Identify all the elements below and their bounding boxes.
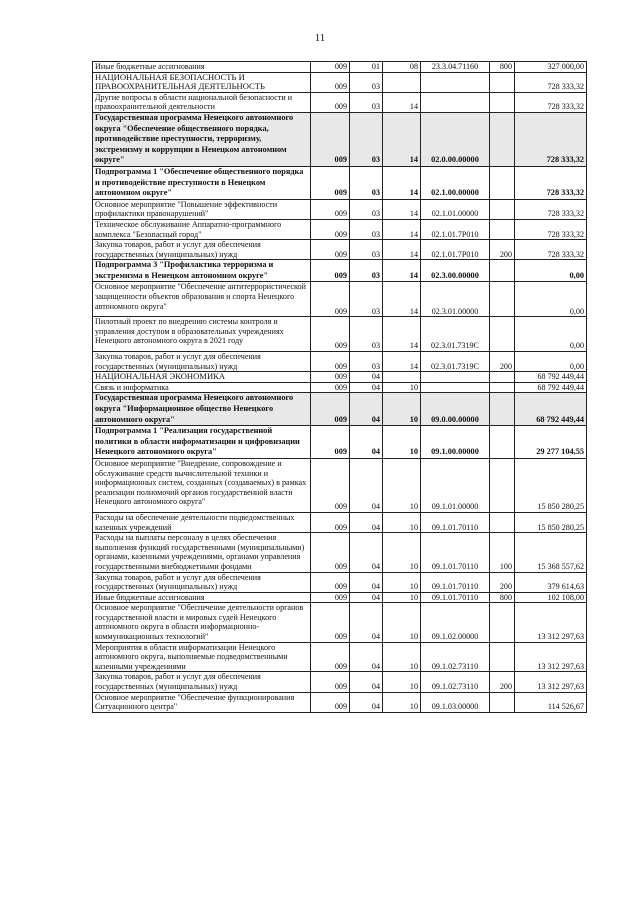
row-gr-code-cell: 009 bbox=[311, 603, 350, 642]
row-section-cell: 03 bbox=[350, 72, 383, 92]
row-target-article-cell: 09.0.00.00000 bbox=[421, 393, 490, 426]
table-row bbox=[93, 219, 587, 239]
row-expense-type-cell bbox=[490, 372, 515, 383]
row-expense-type-cell bbox=[490, 692, 515, 712]
row-name-cell: Расходы на выплаты персоналу в целях обеспечения выполнения функций государственными (муниципальными) органами, казенными учреждениями, органами управления государственными внебюджетными фондами bbox=[93, 533, 311, 572]
row-expense-type-cell bbox=[490, 512, 515, 532]
row-name-cell: Подпрограмма 1 "Обеспечение общественного порядка и противодействие преступности в Ненецком автономном округе" bbox=[93, 166, 311, 199]
row-subsection-cell: 10 bbox=[383, 672, 421, 692]
row-amount-cell: 0,00 bbox=[515, 260, 587, 282]
table-row bbox=[93, 62, 587, 73]
row-amount-cell: 68 792 449,44 bbox=[515, 382, 587, 393]
row-subsection-cell: 10 bbox=[383, 642, 421, 672]
row-gr-code-cell: 009 bbox=[311, 352, 350, 372]
row-expense-type-cell: 200 bbox=[490, 240, 515, 260]
table-row bbox=[93, 426, 587, 459]
row-gr-code-cell: 009 bbox=[311, 240, 350, 260]
row-name-cell: Закупка товаров, работ и услуг для обеспечения государственных (муниципальных) нужд bbox=[93, 572, 311, 592]
table-row bbox=[93, 393, 587, 426]
row-amount-cell: 0,00 bbox=[515, 352, 587, 372]
row-section-cell: 04 bbox=[350, 382, 383, 393]
table-row bbox=[93, 533, 587, 572]
row-expense-type-cell bbox=[490, 382, 515, 393]
table-row bbox=[93, 260, 587, 282]
row-gr-code-cell: 009 bbox=[311, 282, 350, 317]
row-name-cell: Иные бюджетные ассигнования bbox=[93, 62, 311, 73]
row-subsection-cell: 10 bbox=[383, 533, 421, 572]
row-subsection-cell: 14 bbox=[383, 92, 421, 112]
row-section-cell: 04 bbox=[350, 672, 383, 692]
row-subsection-cell: 10 bbox=[383, 458, 421, 512]
table-row bbox=[93, 112, 587, 166]
table-row bbox=[93, 240, 587, 260]
row-section-cell: 03 bbox=[350, 260, 383, 282]
row-expense-type-cell bbox=[490, 642, 515, 672]
row-subsection-cell: 10 bbox=[383, 572, 421, 592]
row-section-cell: 03 bbox=[350, 282, 383, 317]
row-name-cell: Мероприятия в области информатизации Ненецкого автономного округа, выполняемые подведомственными казенными учреждениями bbox=[93, 642, 311, 672]
row-amount-cell: 13 312 297,63 bbox=[515, 672, 587, 692]
row-subsection-cell: 10 bbox=[383, 592, 421, 603]
row-expense-type-cell bbox=[490, 317, 515, 352]
row-target-article-cell: 09.1.01.70110 bbox=[421, 572, 490, 592]
row-subsection-cell: 14 bbox=[383, 352, 421, 372]
row-target-article-cell: 09.1.03.00000 bbox=[421, 692, 490, 712]
table-row bbox=[93, 572, 587, 592]
row-target-article-cell: 09.1.00.00000 bbox=[421, 426, 490, 459]
row-expense-type-cell bbox=[490, 458, 515, 512]
row-section-cell: 04 bbox=[350, 603, 383, 642]
row-target-article-cell: 09.1.01.00000 bbox=[421, 458, 490, 512]
row-amount-cell: 728 333,32 bbox=[515, 92, 587, 112]
row-expense-type-cell bbox=[490, 426, 515, 459]
row-target-article-cell bbox=[421, 72, 490, 92]
row-expense-type-cell: 800 bbox=[490, 62, 515, 73]
row-gr-code-cell: 009 bbox=[311, 426, 350, 459]
row-amount-cell: 15 850 280,25 bbox=[515, 512, 587, 532]
row-section-cell: 01 bbox=[350, 62, 383, 73]
row-expense-type-cell bbox=[490, 166, 515, 199]
row-amount-cell: 102 108,00 bbox=[515, 592, 587, 603]
row-amount-cell: 728 333,32 bbox=[515, 219, 587, 239]
row-target-article-cell: 02.3.01.7319С bbox=[421, 317, 490, 352]
row-target-article-cell: 09.1.01.70110 bbox=[421, 533, 490, 572]
row-target-article-cell bbox=[421, 372, 490, 383]
row-name-cell: Основное мероприятие "Обеспечение антитеррористической защищенности объектов образования и спорта Ненецкого автономного округа" bbox=[93, 282, 311, 317]
row-expense-type-cell bbox=[490, 112, 515, 166]
table-row bbox=[93, 92, 587, 112]
row-expense-type-cell bbox=[490, 72, 515, 92]
row-section-cell: 03 bbox=[350, 352, 383, 372]
row-amount-cell: 114 526,67 bbox=[515, 692, 587, 712]
row-gr-code-cell: 009 bbox=[311, 166, 350, 199]
row-expense-type-cell: 200 bbox=[490, 572, 515, 592]
row-subsection-cell: 14 bbox=[383, 166, 421, 199]
row-amount-cell: 68 792 449,44 bbox=[515, 372, 587, 383]
row-name-cell: Расходы на обеспечение деятельности подведомственных казенных учреждений bbox=[93, 512, 311, 532]
row-name-cell: Основное мероприятие "Обеспечение функционирования Ситуационного центра" bbox=[93, 692, 311, 712]
row-target-article-cell: 02.1.01.7Р010 bbox=[421, 240, 490, 260]
table-row bbox=[93, 352, 587, 372]
row-section-cell: 04 bbox=[350, 372, 383, 383]
row-section-cell: 03 bbox=[350, 92, 383, 112]
row-name-cell: Техническое обслуживание Аппаратно-программного комплекса "Безопасный город" bbox=[93, 219, 311, 239]
row-subsection-cell bbox=[383, 372, 421, 383]
budget-table-body bbox=[93, 62, 587, 713]
row-gr-code-cell: 009 bbox=[311, 112, 350, 166]
row-name-cell: НАЦИОНАЛЬНАЯ БЕЗОПАСНОСТЬ И ПРАВООХРАНИТЕЛЬНАЯ ДЕЯТЕЛЬНОСТЬ bbox=[93, 72, 311, 92]
row-gr-code-cell: 009 bbox=[311, 642, 350, 672]
row-gr-code-cell: 009 bbox=[311, 62, 350, 73]
row-target-article-cell: 02.1.01.7Р010 bbox=[421, 219, 490, 239]
row-amount-cell: 15 850 280,25 bbox=[515, 458, 587, 512]
row-subsection-cell: 14 bbox=[383, 260, 421, 282]
row-amount-cell: 0,00 bbox=[515, 317, 587, 352]
row-gr-code-cell: 009 bbox=[311, 393, 350, 426]
row-section-cell: 03 bbox=[350, 317, 383, 352]
row-target-article-cell: 09.1.02.73110 bbox=[421, 672, 490, 692]
row-gr-code-cell: 009 bbox=[311, 219, 350, 239]
row-expense-type-cell: 200 bbox=[490, 672, 515, 692]
row-expense-type-cell: 800 bbox=[490, 592, 515, 603]
row-name-cell: Подпрограмма 1 "Реализация государственной политики в области информатизации и цифровизации Ненецкого автономного округа" bbox=[93, 426, 311, 459]
row-section-cell: 03 bbox=[350, 112, 383, 166]
row-subsection-cell: 10 bbox=[383, 603, 421, 642]
row-gr-code-cell: 009 bbox=[311, 592, 350, 603]
row-target-article-cell: 02.3.01.7319С bbox=[421, 352, 490, 372]
table-row bbox=[93, 166, 587, 199]
row-expense-type-cell bbox=[490, 92, 515, 112]
row-section-cell: 04 bbox=[350, 692, 383, 712]
table-row bbox=[93, 72, 587, 92]
row-name-cell: Связь и информатика bbox=[93, 382, 311, 393]
row-amount-cell: 13 312 297,63 bbox=[515, 603, 587, 642]
row-gr-code-cell: 009 bbox=[311, 458, 350, 512]
row-subsection-cell: 10 bbox=[383, 393, 421, 426]
table-row bbox=[93, 458, 587, 512]
row-amount-cell: 29 277 104,55 bbox=[515, 426, 587, 459]
table-row bbox=[93, 372, 587, 383]
row-name-cell: Государственная программа Ненецкого автономного округа "Информационное общество Ненецкого автономного округа" bbox=[93, 393, 311, 426]
row-expense-type-cell: 200 bbox=[490, 352, 515, 372]
row-name-cell: Закупка товаров, работ и услуг для обеспечения государственных (муниципальных) нужд bbox=[93, 672, 311, 692]
row-name-cell: Закупка товаров, работ и услуг для обеспечения государственных (муниципальных) нужд bbox=[93, 352, 311, 372]
row-section-cell: 04 bbox=[350, 426, 383, 459]
row-gr-code-cell: 009 bbox=[311, 92, 350, 112]
table-row bbox=[93, 512, 587, 532]
budget-table bbox=[92, 61, 587, 713]
table-row bbox=[93, 692, 587, 712]
row-gr-code-cell: 009 bbox=[311, 692, 350, 712]
row-gr-code-cell: 009 bbox=[311, 512, 350, 532]
row-expense-type-cell bbox=[490, 282, 515, 317]
row-section-cell: 04 bbox=[350, 642, 383, 672]
row-target-article-cell: 09.1.01.70110 bbox=[421, 592, 490, 603]
row-amount-cell: 379 614,63 bbox=[515, 572, 587, 592]
row-subsection-cell: 14 bbox=[383, 282, 421, 317]
row-subsection-cell: 14 bbox=[383, 219, 421, 239]
row-amount-cell: 728 333,32 bbox=[515, 112, 587, 166]
row-section-cell: 04 bbox=[350, 592, 383, 603]
table-row bbox=[93, 199, 587, 219]
row-expense-type-cell bbox=[490, 219, 515, 239]
row-gr-code-cell: 009 bbox=[311, 199, 350, 219]
row-amount-cell: 728 333,32 bbox=[515, 199, 587, 219]
row-name-cell: Закупка товаров, работ и услуг для обеспечения государственных (муниципальных) нужд bbox=[93, 240, 311, 260]
row-target-article-cell: 02.0.00.00000 bbox=[421, 112, 490, 166]
row-gr-code-cell: 009 bbox=[311, 260, 350, 282]
row-name-cell: Основное мероприятие "Обеспечение деятельности органов государственной власти и мировых судей Ненецкого автономного округа в области информационно-коммуникационных технологий" bbox=[93, 603, 311, 642]
table-row bbox=[93, 382, 587, 393]
row-expense-type-cell bbox=[490, 260, 515, 282]
table-row bbox=[93, 282, 587, 317]
row-subsection-cell: 14 bbox=[383, 240, 421, 260]
row-subsection-cell: 10 bbox=[383, 426, 421, 459]
row-name-cell: Основное мероприятие "Повышение эффективности профилактики правонарушений" bbox=[93, 199, 311, 219]
table-row bbox=[93, 317, 587, 352]
row-subsection-cell: 08 bbox=[383, 62, 421, 73]
row-amount-cell: 327 000,00 bbox=[515, 62, 587, 73]
row-target-article-cell bbox=[421, 382, 490, 393]
row-target-article-cell: 02.1.01.00000 bbox=[421, 199, 490, 219]
row-gr-code-cell: 009 bbox=[311, 533, 350, 572]
row-subsection-cell: 14 bbox=[383, 112, 421, 166]
row-amount-cell: 68 792 449,44 bbox=[515, 393, 587, 426]
row-section-cell: 03 bbox=[350, 166, 383, 199]
row-name-cell: Пилотный проект по внедрению системы контроля и управления доступом в образовательных учреждениях Ненецкого автономного округа в 2021 году bbox=[93, 317, 311, 352]
row-target-article-cell bbox=[421, 92, 490, 112]
row-gr-code-cell: 009 bbox=[311, 572, 350, 592]
row-gr-code-cell: 009 bbox=[311, 382, 350, 393]
row-amount-cell: 728 333,32 bbox=[515, 72, 587, 92]
row-name-cell: Иные бюджетные ассигнования bbox=[93, 592, 311, 603]
row-amount-cell: 0,00 bbox=[515, 282, 587, 317]
row-target-article-cell: 09.1.02.73110 bbox=[421, 642, 490, 672]
table-row bbox=[93, 642, 587, 672]
row-expense-type-cell: 100 bbox=[490, 533, 515, 572]
row-expense-type-cell bbox=[490, 199, 515, 219]
row-gr-code-cell: 009 bbox=[311, 672, 350, 692]
row-expense-type-cell bbox=[490, 393, 515, 426]
row-subsection-cell: 10 bbox=[383, 382, 421, 393]
row-target-article-cell: 02.1.00.00000 bbox=[421, 166, 490, 199]
row-amount-cell: 728 333,32 bbox=[515, 240, 587, 260]
row-target-article-cell: 02.3.01.00000 bbox=[421, 282, 490, 317]
row-name-cell: Основное мероприятие "Внедрение, сопровождение и обслуживание средств вычислительной техники и информационных систем, созданных (создаваемых) в рамках реализации полномочий органов государственной власти Ненецкого автономного округа" bbox=[93, 458, 311, 512]
row-name-cell: НАЦИОНАЛЬНАЯ ЭКОНОМИКА bbox=[93, 372, 311, 383]
row-section-cell: 04 bbox=[350, 572, 383, 592]
row-amount-cell: 13 312 297,63 bbox=[515, 642, 587, 672]
row-section-cell: 03 bbox=[350, 199, 383, 219]
row-subsection-cell: 10 bbox=[383, 692, 421, 712]
row-amount-cell: 15 368 557,62 bbox=[515, 533, 587, 572]
row-gr-code-cell: 009 bbox=[311, 317, 350, 352]
table-row bbox=[93, 603, 587, 642]
row-section-cell: 04 bbox=[350, 512, 383, 532]
row-subsection-cell bbox=[383, 72, 421, 92]
row-expense-type-cell bbox=[490, 603, 515, 642]
row-section-cell: 04 bbox=[350, 533, 383, 572]
row-subsection-cell: 14 bbox=[383, 199, 421, 219]
row-section-cell: 04 bbox=[350, 458, 383, 512]
row-target-article-cell: 23.3.04.71160 bbox=[421, 62, 490, 73]
row-subsection-cell: 10 bbox=[383, 512, 421, 532]
row-gr-code-cell: 009 bbox=[311, 372, 350, 383]
row-name-cell: Другие вопросы в области национальной безопасности и правоохранительной деятельности bbox=[93, 92, 311, 112]
row-section-cell: 03 bbox=[350, 240, 383, 260]
row-name-cell: Подпрограмма 3 "Профилактика терроризма и экстремизма в Ненецком автономном округе" bbox=[93, 260, 311, 282]
row-target-article-cell: 09.1.01.70110 bbox=[421, 512, 490, 532]
row-target-article-cell: 02.3.00.00000 bbox=[421, 260, 490, 282]
row-target-article-cell: 09.1.02.00000 bbox=[421, 603, 490, 642]
table-row bbox=[93, 672, 587, 692]
page-number: 11 bbox=[314, 32, 326, 44]
row-amount-cell: 728 333,32 bbox=[515, 166, 587, 199]
row-gr-code-cell: 009 bbox=[311, 72, 350, 92]
row-name-cell: Государственная программа Ненецкого автономного округа "Обеспечение общественного порядка, противодействие преступности, терроризму, экстремизму и коррупции в Ненецком автономном округе" bbox=[93, 112, 311, 166]
row-subsection-cell: 14 bbox=[383, 317, 421, 352]
row-section-cell: 03 bbox=[350, 219, 383, 239]
row-section-cell: 04 bbox=[350, 393, 383, 426]
table-row bbox=[93, 592, 587, 603]
